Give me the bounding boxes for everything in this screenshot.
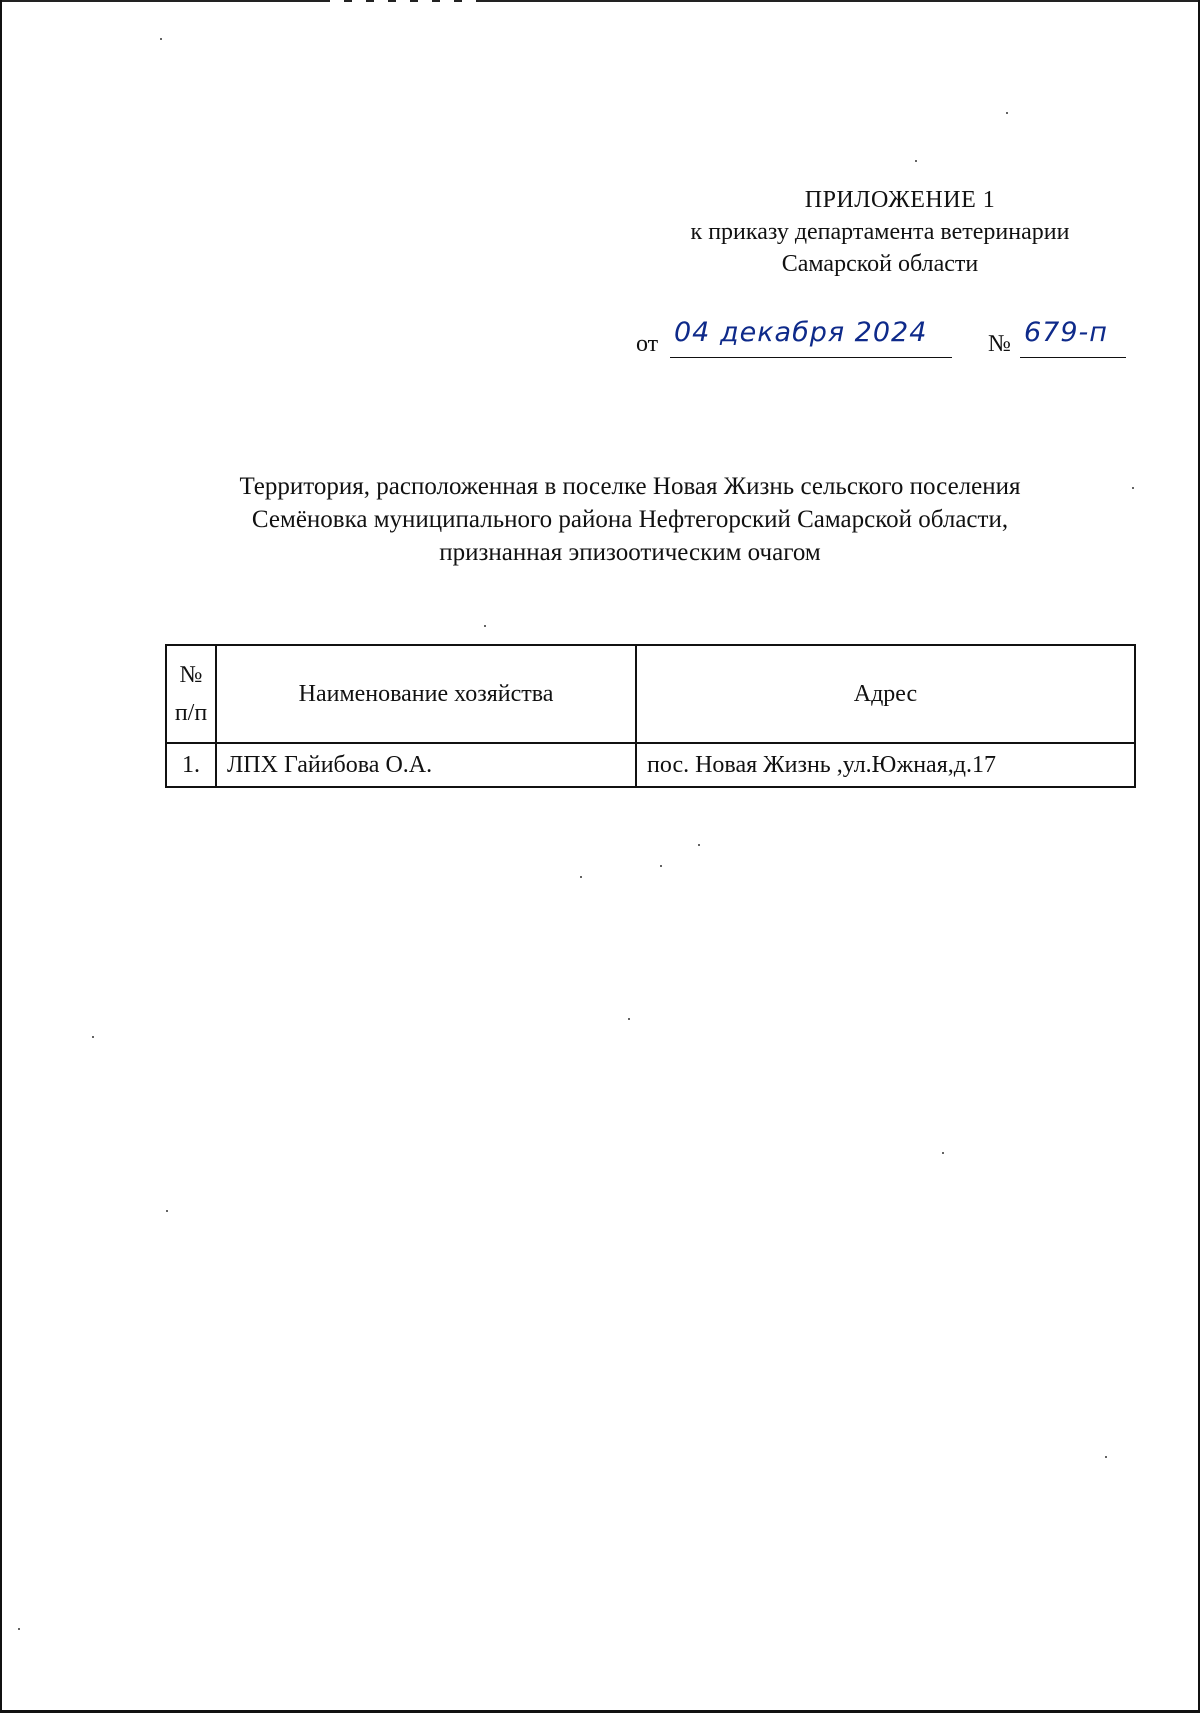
table-header-row <box>166 645 1135 743</box>
appendix-heading: ПРИЛОЖЕНИЕ 1 <box>804 187 996 213</box>
scan-speck <box>580 876 582 878</box>
table-row <box>166 743 1135 787</box>
header-number-pp: п/п <box>174 700 208 726</box>
cell-address: пос. Новая Жизнь ,ул.Южная,д.17 <box>636 743 1135 787</box>
scan-speck <box>1132 487 1134 489</box>
cell-number: 1. <box>166 743 216 787</box>
scan-speck <box>915 160 917 162</box>
scan-speck <box>92 1036 94 1038</box>
header-farm-name: Наименование хозяйства <box>216 645 636 743</box>
scan-border-top <box>0 0 1200 2</box>
scan-speck <box>18 1628 20 1630</box>
appendix-block <box>630 184 1130 280</box>
scan-speck <box>942 1152 944 1154</box>
scan-speck <box>166 1210 168 1212</box>
order-date-label: от <box>636 331 659 357</box>
scan-speck <box>1105 1456 1107 1458</box>
header-number <box>166 645 216 743</box>
appendix-region-line: Самарской области <box>781 251 979 277</box>
scan-border-left <box>0 0 2 1713</box>
scan-speck <box>628 1018 630 1020</box>
order-reference <box>636 317 1126 381</box>
scan-speck <box>160 38 162 40</box>
title-line-2: Семёновка муниципального района Нефтегорский Самарской области, <box>251 506 1009 533</box>
scan-speck <box>660 865 662 867</box>
header-number-sign: № <box>179 662 203 688</box>
scan-speck <box>1006 112 1008 114</box>
order-number-underline <box>1020 357 1126 358</box>
scan-speck <box>484 625 486 627</box>
outbreak-farms-table <box>165 644 1136 788</box>
title-line-1: Территория, расположенная в поселке Новая Жизнь сельского поселения <box>239 473 1021 500</box>
header-address: Адрес <box>636 645 1135 743</box>
order-number-handwritten: 679-п <box>1024 317 1108 348</box>
scan-speck <box>698 844 700 846</box>
document-title <box>160 470 1100 569</box>
title-line-3: признанная эпизоотическим очагом <box>439 539 821 566</box>
order-date-handwritten: 04 декабря 2024 <box>674 317 928 348</box>
order-date-underline <box>670 357 952 358</box>
cell-farm-name: ЛПХ Гайибова О.А. <box>216 743 636 787</box>
appendix-order-line: к приказу департамента ветеринарии <box>690 219 1070 245</box>
order-number-label: № <box>988 331 1011 357</box>
